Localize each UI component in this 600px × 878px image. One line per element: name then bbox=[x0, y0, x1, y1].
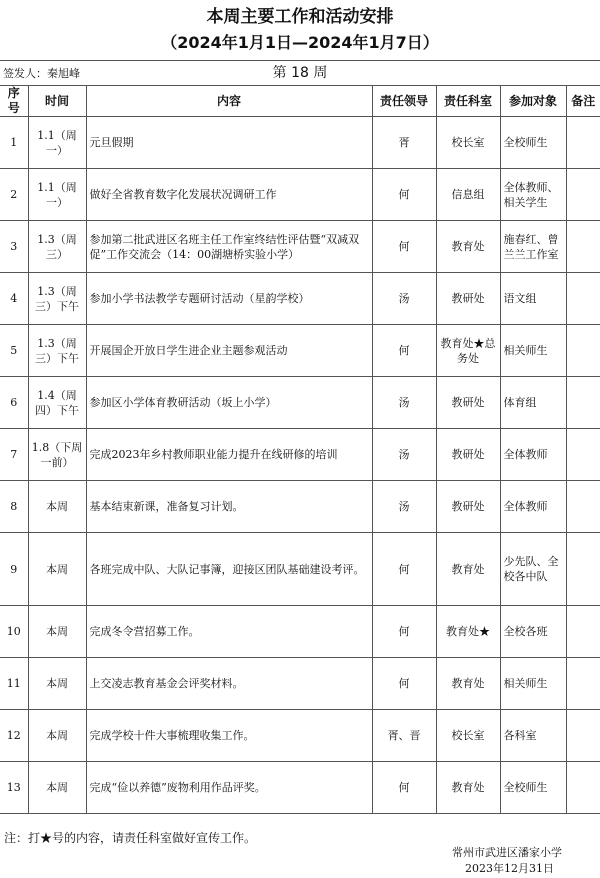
week-label: 第 18 周 bbox=[272, 65, 328, 81]
table-header-row bbox=[0, 86, 600, 117]
col-header-time: 时间 bbox=[28, 86, 86, 117]
school-name: 常州市武进区潘家小学 bbox=[452, 846, 562, 859]
row-dept: 教育处 bbox=[436, 658, 500, 710]
row-content: 完成2023年乡村教师职业能力提升在线研修的培训 bbox=[86, 429, 372, 481]
row-number: 7 bbox=[0, 429, 28, 481]
col-header-target: 参加对象 bbox=[500, 86, 566, 117]
row-number: 2 bbox=[0, 169, 28, 221]
row-time: 1.3（周三）下午 bbox=[28, 325, 86, 377]
row-number: 13 bbox=[0, 762, 28, 814]
row-time: 1.8（下周一前） bbox=[28, 429, 86, 481]
table-row bbox=[0, 429, 600, 481]
row-time: 本周 bbox=[28, 533, 86, 606]
row-number: 6 bbox=[0, 377, 28, 429]
row-number: 11 bbox=[0, 658, 28, 710]
row-target: 各科室 bbox=[500, 710, 566, 762]
row-note bbox=[566, 762, 600, 814]
row-number: 10 bbox=[0, 606, 28, 658]
row-number: 4 bbox=[0, 273, 28, 325]
row-time: 1.3（周三） bbox=[28, 221, 86, 273]
col-header-leader: 责任领导 bbox=[372, 86, 436, 117]
row-time: 1.1（周一） bbox=[28, 117, 86, 169]
row-note bbox=[566, 377, 600, 429]
table-row bbox=[0, 169, 600, 221]
row-number: 5 bbox=[0, 325, 28, 377]
row-number: 3 bbox=[0, 221, 28, 273]
row-dept: 教育处★总务处 bbox=[436, 325, 500, 377]
row-target: 少先队、全校各中队 bbox=[500, 533, 566, 606]
row-time: 1.4（周四）下午 bbox=[28, 377, 86, 429]
row-dept: 教研处 bbox=[436, 481, 500, 533]
row-content: 参加第二批武进区名班主任工作室终结性评估暨“双减双促”工作交流会（14：00湖塘桥实验小学） bbox=[86, 221, 372, 273]
row-target: 全体教师 bbox=[500, 481, 566, 533]
row-target: 体育组 bbox=[500, 377, 566, 429]
row-number: 12 bbox=[0, 710, 28, 762]
row-leader: 何 bbox=[372, 533, 436, 606]
table-row bbox=[0, 481, 600, 533]
row-target: 全校师生 bbox=[500, 762, 566, 814]
table-row bbox=[0, 377, 600, 429]
row-content: 开展国企开放日学生进企业主题参观活动 bbox=[86, 325, 372, 377]
row-leader: 汤 bbox=[372, 429, 436, 481]
footer-note: 注：打★号的内容，请责任科室做好宣传工作。 bbox=[4, 831, 257, 845]
row-target: 施春红、曾兰兰工作室 bbox=[500, 221, 566, 273]
table-row bbox=[0, 606, 600, 658]
row-target: 全校师生 bbox=[500, 117, 566, 169]
row-note bbox=[566, 606, 600, 658]
row-content: 参加区小学体育教研活动（坂上小学） bbox=[86, 377, 372, 429]
row-content: 完成冬令营招募工作。 bbox=[86, 606, 372, 658]
row-leader: 何 bbox=[372, 325, 436, 377]
row-content: 做好全省教育数字化发展状况调研工作 bbox=[86, 169, 372, 221]
row-target: 全体教师、相关学生 bbox=[500, 169, 566, 221]
row-time: 本周 bbox=[28, 606, 86, 658]
row-note bbox=[566, 658, 600, 710]
row-leader: 何 bbox=[372, 658, 436, 710]
row-number: 1 bbox=[0, 117, 28, 169]
row-time: 本周 bbox=[28, 762, 86, 814]
row-content: 各班完成中队、大队记事簿，迎接区团队基础建设考评。 bbox=[86, 533, 372, 606]
row-note bbox=[566, 325, 600, 377]
row-time: 1.1（周一） bbox=[28, 169, 86, 221]
page-title: 本周主要工作和活动安排 bbox=[206, 7, 394, 27]
table-body bbox=[0, 117, 600, 814]
row-content: 上交凌志教育基金会评奖材料。 bbox=[86, 658, 372, 710]
row-note bbox=[566, 533, 600, 606]
row-note bbox=[566, 117, 600, 169]
row-note bbox=[566, 169, 600, 221]
row-leader: 何 bbox=[372, 762, 436, 814]
row-leader: 胥、晋 bbox=[372, 710, 436, 762]
row-note bbox=[566, 710, 600, 762]
row-leader: 汤 bbox=[372, 377, 436, 429]
row-time: 本周 bbox=[28, 710, 86, 762]
row-time: 1.3（周三）下午 bbox=[28, 273, 86, 325]
table-row bbox=[0, 710, 600, 762]
row-content: 完成“俭以养德”废物利用作品评奖。 bbox=[86, 762, 372, 814]
row-content: 元旦假期 bbox=[86, 117, 372, 169]
row-dept: 校长室 bbox=[436, 710, 500, 762]
table-row bbox=[0, 325, 600, 377]
table-row bbox=[0, 762, 600, 814]
row-time: 本周 bbox=[28, 481, 86, 533]
table-row bbox=[0, 117, 600, 169]
signer-label: 签发人：秦旭峰 bbox=[3, 66, 80, 80]
row-leader: 何 bbox=[372, 221, 436, 273]
date-range-subtitle: （2024年1月1日—2024年1月7日） bbox=[161, 33, 439, 52]
row-target: 语文组 bbox=[500, 273, 566, 325]
row-note bbox=[566, 221, 600, 273]
row-dept: 教研处 bbox=[436, 273, 500, 325]
table-row bbox=[0, 658, 600, 710]
row-leader: 何 bbox=[372, 606, 436, 658]
row-target: 全体教师 bbox=[500, 429, 566, 481]
table-row bbox=[0, 533, 600, 606]
row-content: 基本结束新课，准备复习计划。 bbox=[86, 481, 372, 533]
issue-date: 2023年12月31日 bbox=[465, 862, 554, 875]
schedule-table bbox=[0, 60, 600, 814]
row-dept: 信息组 bbox=[436, 169, 500, 221]
row-dept: 校长室 bbox=[436, 117, 500, 169]
col-header-content: 内容 bbox=[86, 86, 372, 117]
row-dept: 教育处 bbox=[436, 221, 500, 273]
col-header-no: 序号 bbox=[0, 86, 28, 117]
row-target: 全校各班 bbox=[500, 606, 566, 658]
row-leader: 胥 bbox=[372, 117, 436, 169]
row-number: 8 bbox=[0, 481, 28, 533]
row-dept: 教育处 bbox=[436, 762, 500, 814]
row-note bbox=[566, 273, 600, 325]
row-leader: 汤 bbox=[372, 481, 436, 533]
col-header-note: 备注 bbox=[566, 86, 600, 117]
row-dept: 教研处 bbox=[436, 429, 500, 481]
row-dept: 教研处 bbox=[436, 377, 500, 429]
col-header-dept: 责任科室 bbox=[436, 86, 500, 117]
row-number: 9 bbox=[0, 533, 28, 606]
table-row bbox=[0, 221, 600, 273]
row-leader: 何 bbox=[372, 169, 436, 221]
row-content: 完成学校十件大事梳理收集工作。 bbox=[86, 710, 372, 762]
row-target: 相关师生 bbox=[500, 658, 566, 710]
table-row bbox=[0, 273, 600, 325]
row-dept: 教育处★ bbox=[436, 606, 500, 658]
row-leader: 汤 bbox=[372, 273, 436, 325]
row-content: 参加小学书法教学专题研讨活动（星韵学校） bbox=[86, 273, 372, 325]
row-note bbox=[566, 481, 600, 533]
row-dept: 教育处 bbox=[436, 533, 500, 606]
row-time: 本周 bbox=[28, 658, 86, 710]
row-note bbox=[566, 429, 600, 481]
row-target: 相关师生 bbox=[500, 325, 566, 377]
